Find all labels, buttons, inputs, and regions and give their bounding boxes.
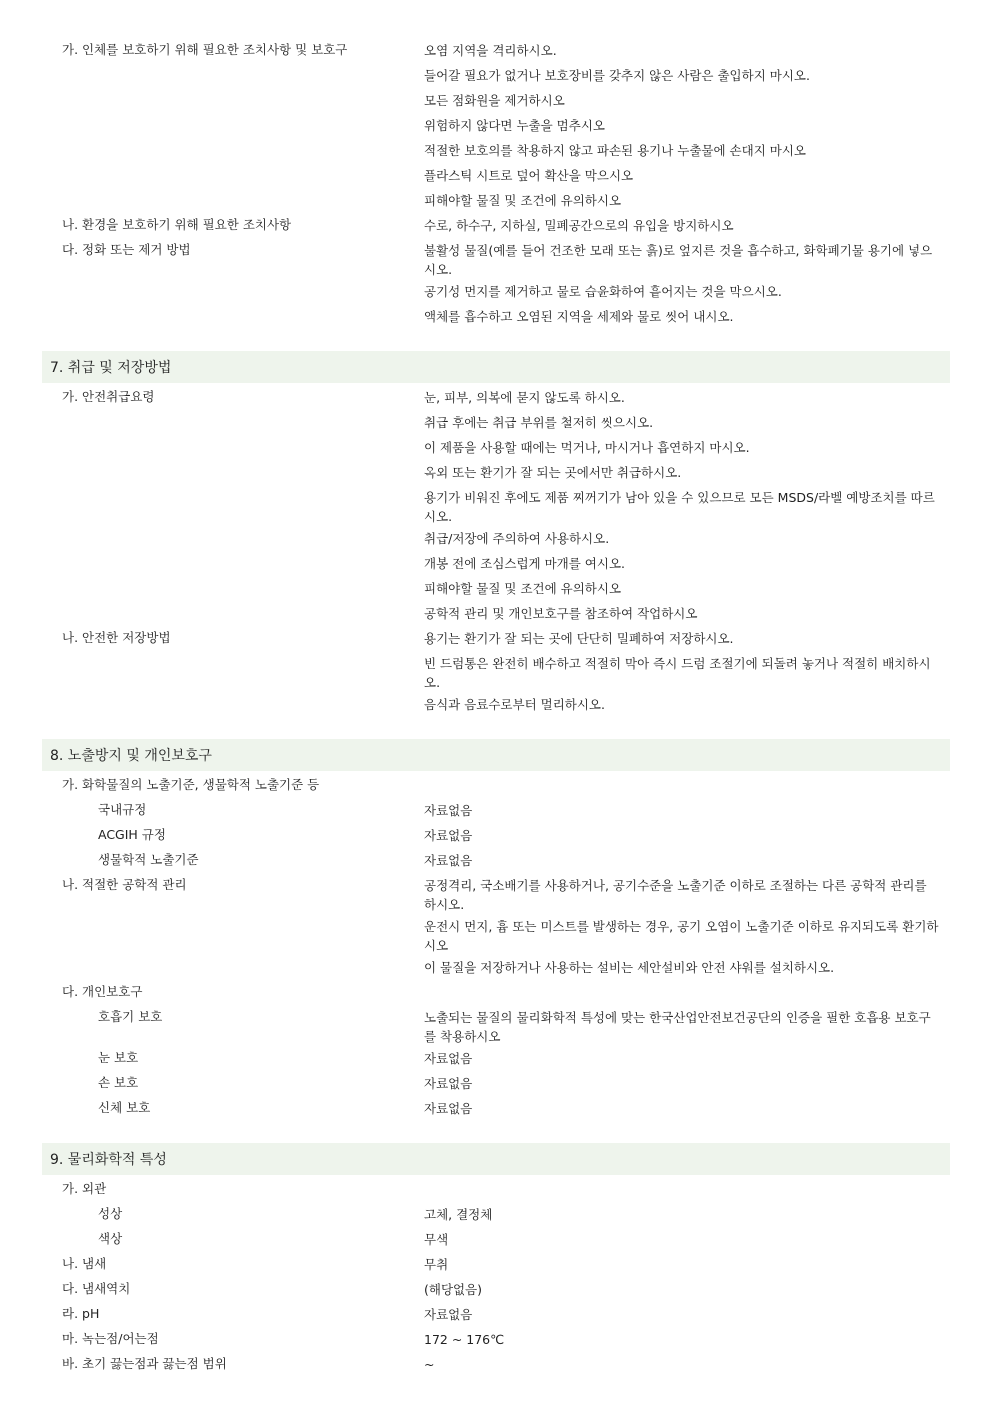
- s8-label: 나. 적절한 공학적 관리: [62, 877, 187, 892]
- s8-sublabel: 손 보호: [98, 1075, 139, 1090]
- s7-value: 음식과 음료수로부터 멀리하시오.: [424, 697, 605, 712]
- s9-row-odor-threshold: [42, 1277, 950, 1302]
- section-6-body: [42, 38, 950, 329]
- s6-value: 불활성 물질(예를 들어 건조한 모래 또는 흙)로 엎지른 것을 흡수하고, 화학폐기물 용기에 넣으시오.: [424, 243, 933, 277]
- s7-value: 빈 드럼통은 완전히 배수하고 적절히 막아 즉시 드럼 조절기에 되돌려 놓거나 적절히 배치하시오.: [424, 656, 931, 690]
- s6-value: 피해야할 물질 및 조건에 유의하시오: [424, 193, 622, 208]
- s6-row-personal-protection: [42, 38, 950, 213]
- s8-value: 운전시 먼지, 흄 또는 미스트를 발생하는 경우, 공기 오염이 노출기준 이하로 유지되도록 환기하시오: [424, 919, 939, 953]
- s8-value: 공정격리, 국소배기를 사용하거나, 공기수준을 노출기준 이하로 조절하는 다른 공학적 관리를 하시오.: [424, 878, 927, 912]
- s6-row-cleanup: [42, 238, 950, 329]
- s9-value: 무취: [424, 1257, 449, 1272]
- s9-label: 나. 냄새: [62, 1256, 107, 1271]
- s6-value: 플라스틱 시트로 덮어 확산을 막으시오: [424, 168, 634, 183]
- s7-row-storage: [42, 626, 950, 717]
- s8-row-exposure-limits: [42, 773, 950, 798]
- s9-label: 라. pH: [62, 1306, 100, 1321]
- s9-value: ~: [424, 1357, 435, 1372]
- s9-label: 가. 외관: [62, 1181, 107, 1196]
- s8-row-engineering: [42, 873, 950, 980]
- s9-value: 무색: [424, 1232, 449, 1247]
- s6-row-environment: [42, 213, 950, 238]
- s6-value: 적절한 보호의를 착용하지 않고 파손된 용기나 누출물에 손대지 마시오: [424, 143, 806, 158]
- s8-value: 자료없음: [424, 1101, 473, 1116]
- s8-row-ppe: [42, 980, 950, 1005]
- section-7-body: [42, 385, 950, 717]
- s6-value: 오염 지역을 격리하시오.: [424, 43, 557, 58]
- s8-value: 노출되는 물질의 물리화학적 특성에 맞는 한국산업안전보건공단의 인증을 필한 호흡용 보호구를 착용하시오: [424, 1010, 931, 1044]
- s8-row-biological: [42, 848, 950, 873]
- s9-label: 다. 냄새역치: [62, 1281, 131, 1296]
- s8-sublabel: 호흡기 보호: [98, 1009, 163, 1024]
- s8-row-domestic: [42, 798, 950, 823]
- s6-value: 수로, 하수구, 지하실, 밀폐공간으로의 유입을 방지하시오: [424, 218, 734, 233]
- s7-label: 가. 안전취급요령: [62, 389, 155, 404]
- s8-sublabel: 국내규정: [98, 802, 147, 817]
- section-8-header: 8. 노출방지 및 개인보호구: [42, 739, 950, 771]
- s6-value: 공기성 먼지를 제거하고 물로 습윤화하여 흩어지는 것을 막으시오.: [424, 284, 782, 299]
- s9-value: 자료없음: [424, 1307, 473, 1322]
- section-9-body: [42, 1177, 950, 1377]
- s6-label: 가. 인체를 보호하기 위해 필요한 조치사항 및 보호구: [62, 42, 348, 57]
- s9-row-appearance: [42, 1177, 950, 1202]
- s8-row-respiratory: [42, 1005, 950, 1046]
- s9-row-color: [42, 1227, 950, 1252]
- s8-row-hand: [42, 1071, 950, 1096]
- s6-label: 나. 환경을 보호하기 위해 필요한 조치사항: [62, 217, 292, 232]
- s8-sublabel: 신체 보호: [98, 1100, 151, 1115]
- s8-value: 자료없음: [424, 1051, 473, 1066]
- s7-value: 옥외 또는 환기가 잘 되는 곳에서만 취급하시오.: [424, 465, 682, 480]
- s7-value: 취급/저장에 주의하여 사용하시오.: [424, 531, 610, 546]
- s6-value: 위험하지 않다면 누출을 멈추시오: [424, 118, 605, 133]
- s7-label: 나. 안전한 저장방법: [62, 630, 171, 645]
- section-9-header: 9. 물리화학적 특성: [42, 1143, 950, 1175]
- s8-row-acgih: [42, 823, 950, 848]
- s9-sublabel: 성상: [98, 1206, 123, 1221]
- s9-sublabel: 색상: [98, 1231, 123, 1246]
- msds-page: [42, 38, 950, 1377]
- s8-value: 자료없음: [424, 803, 473, 818]
- s8-label: 가. 화학물질의 노출기준, 생물학적 노출기준 등: [62, 777, 320, 792]
- s8-row-body: [42, 1096, 950, 1121]
- s8-row-eye: [42, 1046, 950, 1071]
- s7-row-handling: [42, 385, 950, 626]
- s7-value: 용기는 환기가 잘 되는 곳에 단단히 밀폐하여 저장하시오.: [424, 631, 734, 646]
- s6-value: 액체를 흡수하고 오염된 지역을 세제와 물로 씻어 내시오.: [424, 309, 734, 324]
- s9-row-ph: [42, 1302, 950, 1327]
- s9-value: (해당없음): [424, 1282, 483, 1297]
- s8-value: 이 물질을 저장하거나 사용하는 설비는 세안설비와 안전 샤워를 설치하시오.: [424, 960, 835, 975]
- s6-label: 다. 정화 또는 제거 방법: [62, 242, 191, 257]
- s8-sublabel: 눈 보호: [98, 1050, 139, 1065]
- s9-value: 고체, 결정체: [424, 1207, 493, 1222]
- s7-value: 이 제품을 사용할 때에는 먹거나, 마시거나 흡연하지 마시오.: [424, 440, 750, 455]
- s7-value: 피해야할 물질 및 조건에 유의하시오: [424, 581, 622, 596]
- s6-value: 들어갈 필요가 없거나 보호장비를 갖추지 않은 사람은 출입하지 마시오.: [424, 68, 810, 83]
- s8-value: 자료없음: [424, 828, 473, 843]
- s7-value: 개봉 전에 조심스럽게 마개를 여시오.: [424, 556, 625, 571]
- s9-row-odor: [42, 1252, 950, 1277]
- s9-row-melting-point: [42, 1327, 950, 1352]
- s7-value: 공학적 관리 및 개인보호구를 참조하여 작업하시오: [424, 606, 698, 621]
- s6-value: 모든 점화원을 제거하시오: [424, 93, 565, 108]
- s8-sublabel: ACGIH 규정: [98, 827, 166, 842]
- s8-value: 자료없음: [424, 853, 473, 868]
- s9-label: 마. 녹는점/어는점: [62, 1331, 159, 1346]
- s9-label: 바. 초기 끓는점과 끓는점 범위: [62, 1356, 227, 1371]
- s8-value: 자료없음: [424, 1076, 473, 1091]
- s9-value: 172 ~ 176℃: [424, 1332, 505, 1347]
- s9-row-boiling-point: [42, 1352, 950, 1377]
- s8-sublabel: 생물학적 노출기준: [98, 852, 199, 867]
- s7-value: 눈, 피부, 의복에 묻지 않도록 하시오.: [424, 390, 625, 405]
- s7-value: 용기가 비워진 후에도 제품 찌꺼기가 남아 있을 수 있으므로 모든 MSDS/라벨 예방조치를 따르시오.: [424, 490, 935, 524]
- s8-label: 다. 개인보호구: [62, 984, 143, 999]
- s7-value: 취급 후에는 취급 부위를 철저히 씻으시오.: [424, 415, 654, 430]
- section-7-header: 7. 취급 및 저장방법: [42, 351, 950, 383]
- section-8-body: [42, 773, 950, 1121]
- s9-row-form: [42, 1202, 950, 1227]
